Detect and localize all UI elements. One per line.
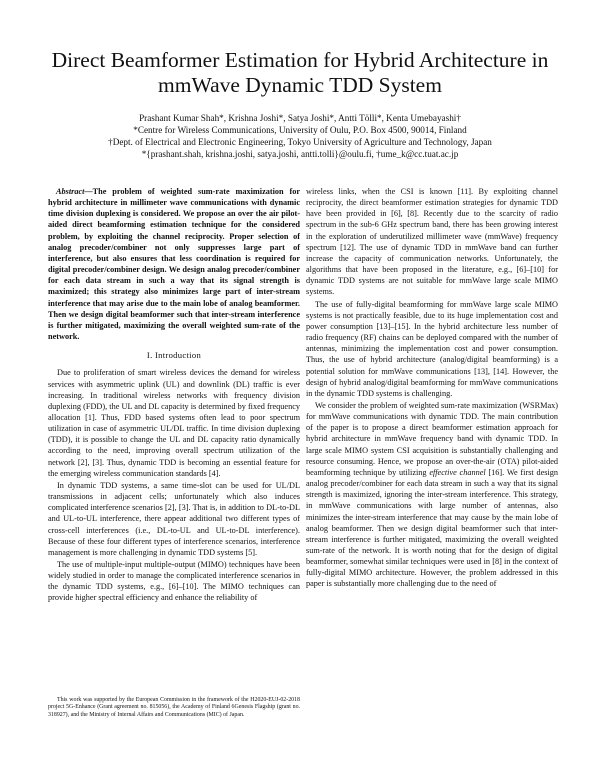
affiliation-tokyo: †Dept. of Electrical and Electronic Engineering, Tokyo University of Agriculture and Technology, Japan: [108, 137, 492, 147]
affiliation-oulu: *Centre for Wireless Communications, University of Oulu, P.O. Box 4500, 90014, Finland: [133, 125, 467, 135]
abstract-lead: Abstract: [56, 187, 85, 196]
right-column: [306, 186, 558, 591]
right-paragraph-3-part-a: We consider the problem of weighted sum-rate maximization (WSRMax) for mmWave communications with dynamic TDD. The main contribution of the paper is to propose a direct beamformer estimation approach for hybrid architecture in mmWave frequency band with dynamic TDD. In large scale MIMO system CSI acquisition is substantially challenging and resource consuming. Hence, we propose an over-the-air (OTA) pilot-aided beamforming technique by utilizing: [306, 400, 558, 477]
abstract: [48, 186, 300, 342]
right-paragraph-2: The use of fully-digital beamforming for mmWave large scale MIMO systems is not practically feasible, due to its huge implementation cost and power consumption [13]–[15]. In the hybrid architecture less number of radio frequency (RF) chains can be deployed compared with the number of antennas, minimizing the implementation cost and power consumption. Thus, the use of hybrid architecture (analog/digital beamforming) is a potential solution for mmWave communications [13], [14]. However, the design of hybrid analog/digital beamforming for mmWave communications in the dynamic TDD systems is challenging.: [306, 299, 558, 398]
funding-footnote: This work was supported by the European Commission in the framework of the H2020-EUJ-02-2018 project 5G-Enhance (Grant agreement no. 815056), the Academy of Finland 6Genesis Flagship (grant no. 318927), and the Ministry of Internal Affairs and Communications (MIC) of Japan.: [48, 697, 300, 718]
author-names: Prashant Kumar Shah*, Krishna Joshi*, Satya Joshi*, Antti Tölli*, Kenta Umebayashi†: [139, 113, 461, 123]
effective-channel-term: effective channel: [429, 467, 486, 477]
right-paragraph-3-part-b: [16]. We first design analog precoder/combiner for each data stream in such a way that its signal strength is maximized, ignoring the inter-stream interference. This strategy, in mmWave communications with large number of antennas, also minimizes the inter-stream interference that may cause by the main lobe of analog beamformer. Then we design digital beamformer such that inter-stream interference is further mitigated, maximizing the overall weighted sum-rate of the network. It is worth noting that for the design of digital beamformer, somewhat similar techniques were used in [8] in the context of fully-digital MIMO architecture. However, the problem addressed in this paper is substantially more challenging due to the need of: [306, 467, 558, 589]
intro-paragraph-1: Due to proliferation of smart wireless devices the demand for wireless services with asymmetric uplink (UL) and downlink (DL) traffic is ever increasing. In traditional wireless networks with frequency division duplexing (FDD), the UL and DL capacity is determined by fixed frequency allocation [1]. Thus, FDD based systems often lead to poor spectrum utilization in case of asymmetric UL/DL traffic. In time division duplexing (TDD), it is possible to change the UL and DL capacity ratio dynamically according to the need, improving overall spectrum utilization of the network [2], [3]. Thus, dynamic TDD is becoming an essential feature for the emerging wireless communication standards [4].: [48, 368, 300, 478]
right-paragraph-1: wireless links, when the CSI is known [11]. By exploiting channel reciprocity, the direct beamformer estimation strategies for dynamic TDD have been provided in [6], [8]. Recently due to the scarcity of radio spectrum in the sub-6 GHz spectrum band, there has been growing interest in the exploration of underutilized millimeter wave (mmWave) frequency spectrum [12]. The use of dynamic TDD in mmWave band can further increase the capacity of communication networks. Unfortunately, the algorithms that have been proposed in the literature, e.g., [6]–[10] for dynamic TDD systems are not suitable for mmWave large scale MIMO systems.: [306, 187, 558, 297]
author-block: [40, 112, 560, 160]
section-heading-introduction: I. Introduction: [146, 350, 202, 361]
intro-paragraph-3: The use of multiple-input multiple-output (MIMO) techniques have been widely studied in order to manage the complicated interference scenarios in the dynamic TDD systems, e.g., [6]–[10]. The MIMO techniques can provide higher spectral efficiency and enhance the reliability of: [48, 560, 300, 603]
author-emails: *{prashant.shah, krishna.joshi, satya.joshi, antti.tolli}@oulu.fi, †ume_k@cc.tuat.ac.jp: [141, 149, 459, 159]
abstract-text: —The problem of weighted sum-rate maximization for hybrid architecture in millimeter wave communications with dynamic time division duplexing is considered. We propose an over the air pilot-aided direct beamforming estimation technique for the considered problem, by exploiting the channel reciprocity. Proper selection of analog precoder/combiner not only suppresses large part of interference, but also ensures that less coordination is required for digital precoder/combiner design. We design analog precoder/combiner for each data stream in such a way that its signal strength is maximized; this strategy also minimizes large part of inter-stream interference that may arise due to the main lobe of analog beamformer. Then we design digital beamformer such that inter-stream interference is further mitigated, maximizing the overall weighted sum-rate of the network.: [48, 187, 300, 342]
paper-title: Direct Beamformer Estimation for Hybrid Architecture in mmWave Dynamic TDD System: [51, 48, 549, 97]
left-column: [48, 186, 300, 605]
intro-paragraph-2: In dynamic TDD systems, a same time-slot can be used for UL/DL transmissions in adjacent cells; unfortunately which also induces complicated interference scenarios [2], [3]. That is, in addition to DL-to-DL and UL-to-UL interference, there appear additional two different types of cross-cell interferences (i.e., DL-to-UL and UL-to-DL interference). Because of these four different types of interference scenarios, interference management is more challenging in dynamic TDD systems [5].: [48, 480, 300, 557]
right-paragraph-3: [306, 400, 558, 590]
